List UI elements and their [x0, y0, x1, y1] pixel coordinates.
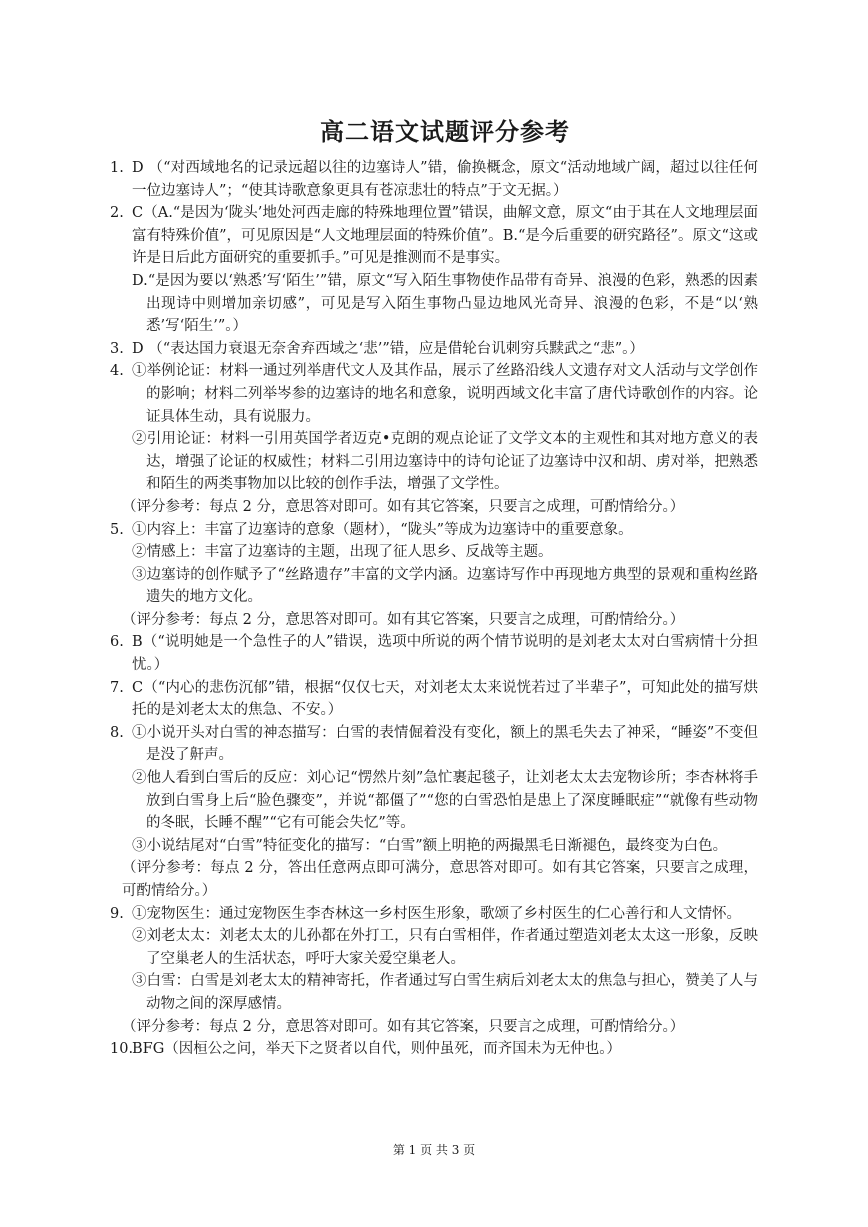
answer-item [110, 1038, 758, 1061]
scoring-note: （评分参考：每点 2 分，答出任意两点即可满分，意思答对即可。如有其它答案，只要言之成理，可酌情给分。） [122, 860, 758, 899]
answer-number: 1. [110, 160, 124, 176]
answer-item [110, 338, 758, 361]
answer-number: 5. [110, 521, 124, 538]
answer-number: 4. [110, 363, 124, 380]
answer-text-continued: D.“是因为要以‘熟悉’写‘陌生’”错，原文“写入陌生事物使作品带有奇异、浪漫的色彩，熟悉的因素出现诗中则增加亲切感”，可见是写入陌生事物凸显边地风光奇异、浪漫的色彩，不是“以‘熟悉’写‘陌生’”。） [132, 272, 758, 335]
scoring-note: （评分参考：每点 2 分，意思答对即可。如有其它答案，只要言之成理，可酌情给分。） [122, 1018, 685, 1035]
page-title: 高二语文试题评分参考 [320, 118, 570, 146]
answer-number: 2. [110, 205, 124, 222]
answer-point: ③白雪：白雪是刘老太太的精神寄托，作者通过写白雪生病后刘老太太的焦急与担心，赞美了人与动物之间的深厚感情。 [132, 973, 758, 1012]
answer-point: ②引用论证：材料一引用英国学者迈克•克朗的观点论证了文学文本的主观性和其对地方意义的表达，增强了论证的权威性；材料二引用边塞诗中的诗句论证了边塞诗中汉和胡、虏对举，把熟悉和陌生的两类事物加以比较的创作手法，增强了文学性。 [132, 431, 758, 493]
answer-item [110, 677, 758, 722]
answer-item [110, 157, 758, 202]
answer-item [110, 519, 758, 609]
answer-item [110, 360, 758, 496]
answer-number: 8. [110, 724, 124, 741]
scoring-note: （评分参考：每点 2 分，意思答对即可。如有其它答案，只要言之成理，可酌情给分。） [122, 611, 685, 628]
answer-item [110, 903, 758, 1016]
answer-point: ②刘老太太：刘老太太的儿孙都在外打工，只有白雪相伴，作者通过塑造刘老太太这一形象，反映了空巢老人的生活状态，呼吁大家关爱空巢老人。 [132, 928, 758, 967]
answer-item [110, 722, 758, 858]
answer-text: C（A.“是因为‘陇头’地处河西走廊的特殊地理位置”错误，曲解文意，原文“由于其在人文地理层面富有特殊价值”，可见原因是“人文地理层面的特殊价值”。B.“是今后重要的研究路径”。原文“这或许是日后此方面研究的重要抓手。”可见是推测而不是事实。 [132, 205, 758, 267]
answer-point: ①内容上：丰富了边塞诗的意象（题材），“陇头”等成为边塞诗中的重要意象。 [132, 521, 633, 538]
answer-number: 6. [110, 634, 124, 651]
answer-text: C（“内心的悲伤沉郁”错，根据“仅仅七天，对刘老太太来说恍若过了半辈子”，可知此处的描写烘托的是刘老太太的焦急、不安。） [132, 679, 758, 719]
answer-point: ①举例论证：材料一通过列举唐代文人及其作品，展示了丝路沿线人文遗存对文人活动与文学创作的影响；材料二列举岑参的边塞诗的地名和意象，说明西域文化丰富了唐代诗歌创作的内容。论证具体生动，具有说服力。 [132, 363, 758, 425]
answer-text: B（“说明她是一个急性子的人”错误，选项中所说的两个情节说明的是刘老太太对白雪病情十分担忧。） [132, 634, 758, 674]
answer-point: ②情感上：丰富了边塞诗的主题，出现了征人思乡、反战等主题。 [132, 544, 553, 561]
answer-point: ①宠物医生：通过宠物医生李杏林这一乡村医生形象，歌颂了乡村医生的仁心善行和人文情怀。 [132, 905, 741, 922]
answer-number: 3. [110, 340, 124, 357]
answer-number: 10. [110, 1041, 134, 1058]
answer-item [110, 631, 758, 676]
answer-point: ①小说开头对白雪的神态描写：白雪的表情倔着没有变化，额上的黑毛失去了神采，“睡姿”不变但是没了鼾声。 [132, 724, 758, 764]
answer-number: 7. [110, 679, 124, 696]
answer-point: ③边塞诗的创作赋予了“丝路遗存”丰富的文学内涵。边塞诗写作中再现地方典型的景观和重构丝路遗失的地方文化。 [132, 566, 758, 606]
answer-number: 9. [110, 905, 124, 922]
answer-point: ③小说结尾对“白雪”特征变化的描写：“白雪”额上明艳的两撮黑毛日渐褪色，最终变为白色。 [132, 837, 728, 854]
scoring-note: （评分参考：每点 2 分，意思答对即可。如有其它答案，只要言之成理，可酌情给分。） [122, 498, 685, 515]
page-footer: 第 1 页 共 3 页 [392, 1143, 476, 1157]
answer-text: BFG（因桓公之问，举天下之贤者以自代，则仲虽死，而齐国未为无仲也。） [132, 1041, 622, 1058]
answer-text: D （“表达国力衰退无奈舍弃西域之‘悲’”错，应是借轮台讥刺穷兵黩武之“悲”。） [132, 340, 644, 357]
answer-item [110, 202, 758, 338]
answer-list [110, 157, 758, 1061]
answer-text: D （“对西域地名的记录远超以往的边塞诗人”错，偷换概念，原文“活动地域广阔，超过以往任何一位边塞诗人”；“使其诗歌意象更具有苍凉悲壮的特点”于文无据。） [132, 160, 758, 199]
answer-point: ②他人看到白雪后的反应：刘心记“愣然片刻”急忙裹起毯子，让刘老太太去宠物诊所；李杏林将手放到白雪身上后“脸色骤变”，并说“都僵了”“您的白雪恐怕是患上了深度睡眠症”“就像有些动物的冬眠，长睡不醒”“它有可能会失忆”等。 [132, 770, 758, 832]
